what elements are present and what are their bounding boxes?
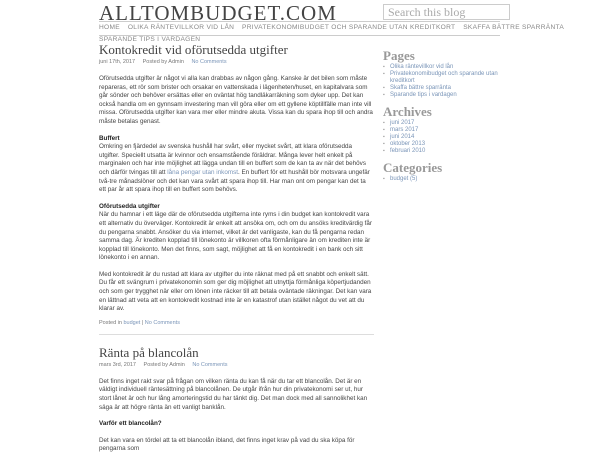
main-navigation — [99, 21, 565, 43]
post-title[interactable]: Ränta på blancolån — [99, 344, 199, 360]
paragraph: Med kontokredit är du rustad att klara av utgifter du inte räknat med på ett snabbt och enkelt sätt. Du får ett svängrum i privatekonomin som ger dig möjlighet att utnyttja förmånliga köpertjudanden och som ger trygghet när eller om lönen inte räcker till att betala oväntade räkningar. Det kan vara en lättnad att veta att en kontokredit kostnad inte är en katastrof utan istället något du vet att du klarar av. — [99, 270, 372, 313]
post-kontokredit — [99, 42, 374, 326]
pages-item[interactable]: ▪ Privatekonomibudget och sparande utan kreditkort — [383, 71, 500, 85]
post-author: Posted by Admin — [142, 59, 184, 65]
category-link[interactable]: budget — [123, 319, 141, 326]
paragraph: När du hamnar i ett läge där de oförutsedda utgifterna inte ryms i din budget kan kontokredit vara ett alternativ du överväger. Kontokredit är enkelt att ansöka om, och om du ansöks kreditvärdig får du pengarna snabbt. Ansöker du via internet, vilket är det vanligaste, kan du få pengarna redan samma dag. Är krediten kopplad till lönekonto är villkoren ofta förmånligare än om krediten inte är kopplad till lönekonto. Men det finns, som sagt, möjlighet att få en kontokredit i en bank och sitt lönekonto i en annan. — [99, 211, 373, 262]
pages-item[interactable]: ▪ Olika räntevillkor vid lån — [383, 64, 500, 71]
paragraph — [99, 420, 374, 429]
paragraph — [99, 203, 374, 212]
nav-item-sparande-tips[interactable]: SPARANDE TIPS I VARDAGEN — [99, 36, 201, 43]
posted-in-label: Posted in — [99, 319, 122, 326]
archives-item[interactable]: ▪ februari 2010 — [383, 148, 500, 155]
post-divider — [99, 334, 374, 335]
nav-item-sparranta[interactable]: SKAFFA BÄTTRE SPARRÄNTA — [463, 24, 565, 31]
pages-widget-title: Pages — [383, 48, 415, 63]
nav-item-home[interactable]: HOME — [99, 24, 120, 31]
categories-list — [383, 176, 500, 183]
sidebar — [383, 49, 500, 189]
archives-list — [383, 120, 500, 155]
post-date: mars 3rd, 2017 — [99, 361, 136, 368]
post-list — [99, 42, 374, 462]
nav-item-privatekonomibudget[interactable]: PRIVATEKONOMIBUDGET OCH SPARANDE UTAN KREDITKORT — [242, 24, 456, 31]
site-title[interactable]: ALLTOMBUDGET.COM — [99, 1, 337, 25]
paragraph: Det kan vara en tördel att ta ett blancolån ibland, det finns inget krav på vad du ska köpa för pengarna som — [99, 436, 355, 453]
search-input[interactable]: Search this blog — [383, 4, 510, 20]
archives-item[interactable]: ▪ juni 2014 — [383, 134, 500, 141]
archives-item[interactable]: ▪ juni 2017 — [383, 120, 500, 127]
post-body — [99, 75, 374, 314]
paragraph — [99, 135, 374, 144]
post-footer: Posted in budget | No Comments — [99, 319, 180, 326]
post-comments-link[interactable]: No Comments — [191, 59, 227, 65]
pages-item[interactable]: ▪ Sparande tips i vardagen — [383, 92, 500, 99]
post-meta — [99, 362, 374, 368]
paragraph-text: Omkring en fjärdedel av svenska hushåll har svårt, eller mycket svårt, att klara oförutsedda utgifter. Speciellt utsatta är kvinnor och ensamstående föräldrar. Många lever helt enkelt på marginalen och har inte möjlighet att lägga undan till en buffert som de kan ta av när det behövs och därför tvingas till att — [99, 143, 366, 176]
post-comments-link[interactable]: No Comments — [192, 361, 228, 368]
categories-widget-title: Categories — [383, 160, 443, 175]
post-meta — [99, 59, 374, 65]
archives-item[interactable]: ▪ oktober 2013 — [383, 141, 500, 148]
pages-item[interactable]: ▪ Skaffa bättre sparränta — [383, 85, 500, 92]
post-date: juni 17th, 2017 — [99, 59, 136, 65]
paragraph — [99, 143, 374, 195]
section-heading: Buffert — [99, 134, 120, 142]
paragraph: Oförutsedda utgifter är något vi alla kan drabbas av någon gång. Kanske är det bilen som måste repareras, ett rör som brister och orsakar en vattenskada i lägenheten/huset, en kapitalvara som går sönder och behöver ersättas eller en oväntat hög tandläkarräkning som dyker upp. Det kan också handla om en gynnsam investering man vill göra eller om ett gyllene köptillfälle man inte vill missa. Oförutsedda utgifter kan vara mer eller mindre akuta. Vissa kan du spara ihop till och andra måste betalas genast. — [99, 75, 373, 125]
categories-item[interactable]: ▪ budget (5) — [383, 176, 500, 183]
inline-link[interactable]: låna pengar utan inkomst — [167, 168, 238, 176]
post-blancolan — [99, 345, 374, 454]
section-heading: Varför ett blancolån? — [99, 420, 162, 428]
paragraph-text: . En buffert för ett hushåll bör motsvara ungefär två-tre månadslöner och det kan vara svårt att spara ihop till. Har man ont om pengar kan det ta ett par år att spara ihop till en buffert som behövs. — [99, 168, 370, 194]
post-comments-link[interactable]: No Comments — [144, 319, 180, 326]
nav-item-rantevillkor[interactable]: OLIKA RÄNTEVILLKOR VID LÅN — [127, 24, 235, 31]
section-heading: Oförutsedda utgifter — [99, 202, 160, 210]
archives-item[interactable]: ▪ mars 2017 — [383, 127, 500, 134]
paragraph: Det finns inget rakt svar på frågan om vilken ränta du kan få när du tar ett blancolån. Det är en väldigt individuell räntesättning på blancolånen. De utgår ifrån hur din privatekonomi ser ut, hur stort lånet är och hur lång amorteringstid du har tänkt dig. Det man dock med all sannolikhet kan säga är att högre ränta än ett vanligt banklån. — [99, 377, 368, 411]
post-title[interactable]: Kontokredit vid oförutsedda utgifter — [99, 42, 288, 57]
archives-widget-title: Archives — [383, 104, 432, 119]
pages-list — [383, 64, 500, 99]
nav-row-1 — [99, 24, 570, 31]
post-author: Posted by Admin — [143, 361, 185, 368]
post-body — [99, 378, 374, 454]
